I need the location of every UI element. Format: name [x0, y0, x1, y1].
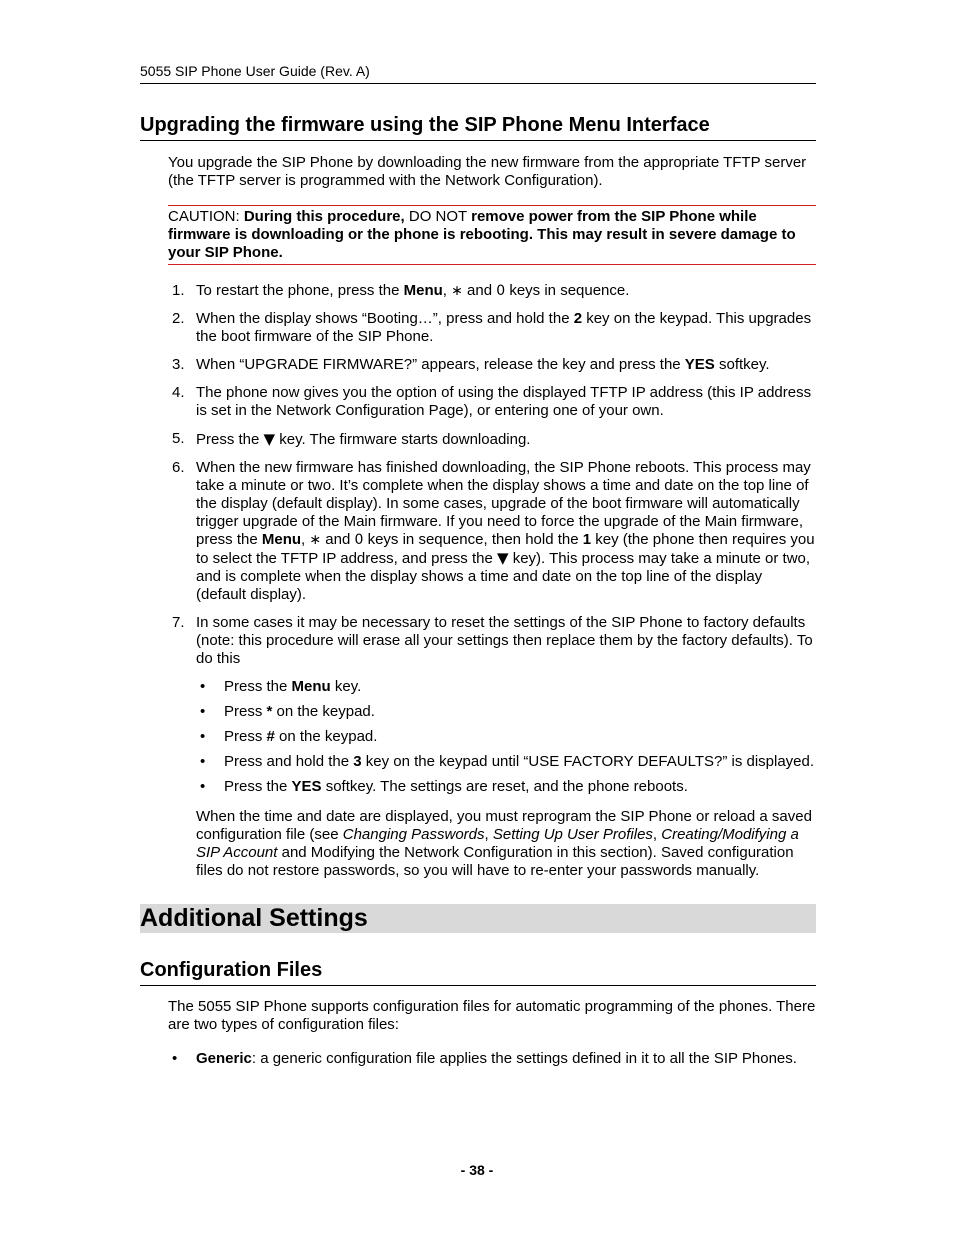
key-label: Menu — [291, 678, 331, 695]
running-header: 5055 SIP Phone User Guide (Rev. A) — [140, 62, 816, 84]
list-item — [140, 384, 816, 420]
key-label: 2 — [573, 310, 583, 327]
step-text: keys in sequence, then hold the — [363, 531, 583, 548]
yes-softkey-label: YES — [291, 778, 322, 795]
step-text: The phone now gives you the option of using the displayed TFTP IP address (this IP address is set in the Network Configuration Page), or entering one of your own. — [196, 384, 812, 419]
page-content — [140, 110, 816, 1068]
step-number: 1. — [172, 282, 185, 299]
step-text: key on the keypad. This upgrades the boot firmware of the SIP Phone. — [196, 310, 812, 345]
closing-text: , — [484, 826, 493, 843]
bullet-text: Press the — [224, 778, 292, 795]
step-text: key (the phone then requires you to select the TFTP IP address, and press the — [196, 531, 815, 567]
down-arrow-icon: ▼ — [497, 549, 509, 567]
bullet-text: on the keypad. — [274, 728, 378, 745]
bullet-text: Press — [224, 728, 267, 745]
bullet-icon: • — [200, 728, 206, 745]
step-text: and — [321, 531, 355, 548]
bullet-text: key on the keypad until “USE FACTORY DEFAULTS?” is displayed. — [361, 753, 815, 770]
bullet-text: on the keypad. — [272, 703, 375, 720]
caution-mid: DO NOT — [404, 208, 472, 225]
list-item — [140, 310, 816, 346]
step-text: Press the — [196, 431, 264, 448]
menu-key-label: Menu — [403, 282, 443, 299]
bullet-text: Press — [224, 703, 267, 720]
step-number: 5. — [172, 430, 185, 447]
list-item — [140, 430, 816, 449]
caution-label: CAUTION: — [168, 208, 244, 225]
bullet-text: key. — [330, 678, 362, 695]
closing-text: and Modifying the Network Configuration in this section). Saved configuration files do not restore passwords, so you will have to re-enter your passwords manually. — [196, 844, 794, 879]
step-text: key). This process may take a minute or two, and is complete when the display shows a time and date on the top line of the display (default display). — [196, 550, 811, 603]
section-heading-configuration-files: Configuration Files — [140, 957, 816, 986]
step-number: 3. — [172, 356, 185, 373]
caution-bold-1: During this procedure, — [243, 208, 405, 225]
step-number: 7. — [172, 614, 185, 631]
caution-box — [168, 205, 816, 265]
list-item — [140, 282, 816, 300]
key-label: 1 — [582, 531, 592, 548]
upgrade-steps-list — [140, 282, 816, 796]
closing-paragraph — [140, 808, 816, 880]
step-number: 6. — [172, 459, 185, 476]
step-text: In some cases it may be necessary to reset the settings of the SIP Phone to factory defaults (note: this procedure will erase all your settings then replace them by the factory defaults). To do this — [196, 614, 813, 667]
key-label: 3 — [353, 753, 362, 770]
star-key-icon: ∗ — [309, 532, 322, 548]
step-text: and — [462, 282, 497, 299]
bullet-icon: • — [200, 703, 206, 720]
step-number: 4. — [172, 384, 185, 401]
step-number: 2. — [172, 310, 185, 327]
list-item — [196, 753, 816, 771]
bullet-icon: • — [172, 1050, 178, 1067]
step-text: When the display shows “Booting…”, press and hold the — [196, 310, 574, 327]
page-number: - 38 - — [460, 1162, 494, 1178]
yes-softkey-label: YES — [684, 356, 715, 373]
bullet-text: softkey. The settings are reset, and the phone reboots. — [321, 778, 688, 795]
step-text: To restart the phone, press the — [196, 282, 404, 299]
step-text: When “UPGRADE FIRMWARE?” appears, release the key and press the — [196, 356, 685, 373]
bullet-text: Press and hold the — [224, 753, 354, 770]
zero-key-glyph: 0 — [496, 283, 506, 299]
chapter-heading-additional-settings: Additional Settings — [140, 904, 816, 933]
closing-text: , — [652, 826, 662, 843]
menu-key-label: Menu — [261, 531, 302, 548]
bullet-text: Press the — [224, 678, 292, 695]
reference-sip-account: Creating/Modifying a SIP Account — [196, 826, 799, 861]
down-arrow-icon: ▼ — [263, 430, 276, 448]
bullet-icon: • — [200, 778, 206, 795]
bullet-icon: • — [200, 678, 206, 695]
caution-bold-2: remove power from the SIP Phone while firmware is downloading or the phone is rebooting. This may result in severe damage to your SIP Phone. — [168, 208, 796, 261]
config-types-list — [140, 1050, 816, 1068]
key-label: # — [266, 728, 275, 745]
list-item — [140, 1050, 816, 1068]
factory-reset-bullets — [196, 678, 816, 796]
list-item — [140, 356, 816, 374]
section-heading-upgrading-firmware: Upgrading the firmware using the SIP Phone Menu Interface — [140, 112, 816, 141]
list-item — [196, 678, 816, 696]
config-type-label: Generic — [196, 1050, 252, 1067]
star-key-icon: ∗ — [451, 283, 463, 299]
step-text: softkey. — [714, 356, 770, 373]
step-text: , — [301, 531, 310, 548]
step-text: , — [442, 282, 452, 299]
list-item — [196, 728, 816, 746]
config-type-text: : a generic configuration file applies the settings defined in it to all the SIP Phones. — [251, 1050, 797, 1067]
list-item — [140, 459, 816, 604]
step-text: key. The firmware starts downloading. — [275, 431, 531, 448]
reference-changing-passwords: Changing Passwords — [342, 826, 485, 843]
list-item — [196, 778, 816, 796]
step-text: When the new firmware has finished downloading, the SIP Phone reboots. This process may take a minute or two. It’s complete when the display shows a time and date on the top line of the display (default display). In some cases, upgrade of the boot firmware will automatically trigger upgrade of the Main firmware. If you need to force the upgrade of the Main firmware, press the — [196, 459, 811, 548]
config-intro-paragraph: The 5055 SIP Phone supports configuration files for automatic programming of the phones. There are two types of configuration files: — [168, 998, 816, 1033]
upgrade-intro-paragraph: You upgrade the SIP Phone by downloading the new firmware from the appropriate TFTP server (the TFTP server is programmed with the Network Configuration). — [168, 154, 807, 189]
closing-text: When the time and date are displayed, you must reprogram the SIP Phone or reload a saved configuration file (see — [196, 808, 812, 843]
reference-user-profiles: Setting Up User Profiles — [492, 826, 653, 843]
list-item — [140, 614, 816, 796]
list-item — [196, 703, 816, 721]
zero-key-glyph: 0 — [354, 532, 364, 548]
bullet-icon: • — [200, 753, 206, 770]
key-label: * — [266, 703, 273, 720]
step-text: keys in sequence. — [505, 282, 630, 299]
